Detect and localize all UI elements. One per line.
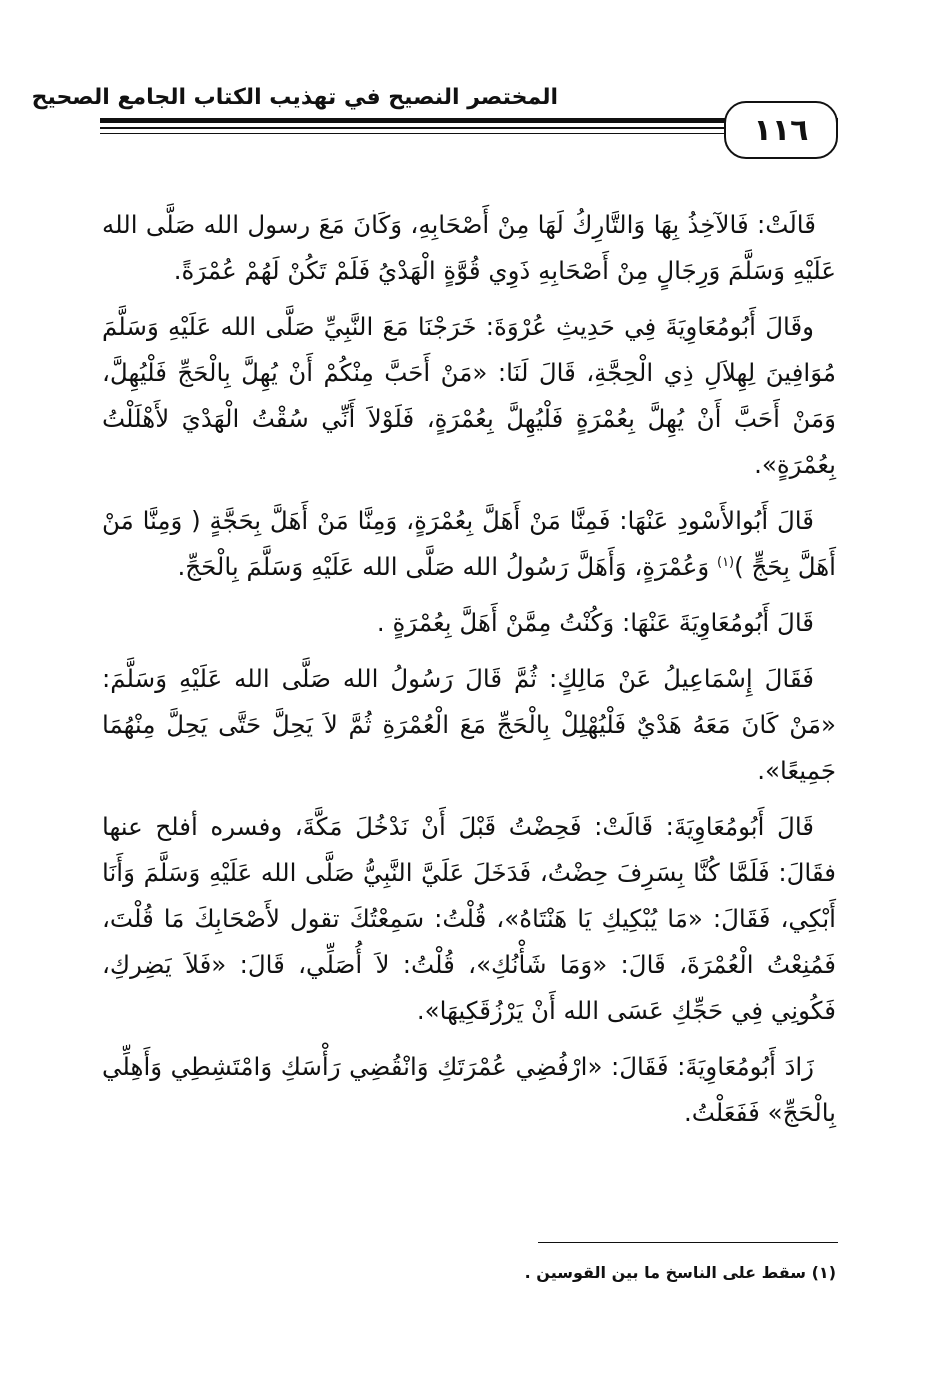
main-text (102, 202, 836, 1146)
footnote-marker: (١) (716, 554, 735, 570)
paragraph-3-text-before-note: قَالَ أَبُوالأَسْودِ عَنْهَا: فَمِنَّا مَنْ أَهَلَّ بِعُمْرَةٍ، وَمِنَّا مَنْ أَهَلَّ بِحَجَّةٍ ( وَمِنَّا مَنْ أَهَلَّ بِحَجٍّ ) (102, 506, 836, 581)
paragraph-3-text-after-note: وَعُمْرَةٍ، وَأَهَلَّ رَسُولُ الله صَلَّى الله عَلَيْهِ وَسَلَّمَ بِالْحَجِّ. (177, 552, 717, 581)
footnote-separator (538, 1242, 838, 1243)
paragraph-4: قَالَ أَبُومُعَاوِيَةَ عَنْهَا: وَكُنْتُ مِمَّنْ أَهَلَّ بِعُمْرَةٍ . (376, 608, 814, 637)
paragraph-3 (102, 498, 836, 590)
running-header-title: المختصر النصيح في تهذيب الكتاب الجامع الصحيح (31, 85, 558, 110)
paragraph-5: فَقَالَ إِسْمَاعِيلُ عَنْ مَالِكٍ: ثُمَّ قَالَ رَسُولُ الله صَلَّى الله عَلَيْهِ وَسَلَّمَ: «مَنْ كَانَ مَعَهُ هَدْيٌ فَلْيُهْلِلْ بِالْحَجِّ مَعَ الْعُمْرَةِ ثُمَّ لاَ يَحِلَّ حَتَّى يَحِلَّ مِنْهُمَا جَمِيعًا». (102, 664, 836, 785)
footnote: (١) سقط على الناسخ ما بين القوسين . (524, 1263, 836, 1282)
page-number: ١١٦ (753, 112, 809, 148)
paragraph-6: قَالَ أَبُومُعَاوِيَةَ: قَالَتْ: فَحِضْتُ قَبْلَ أَنْ نَدْخُلَ مَكَّةَ، وفسره أفلح عنها فقَالَ: فَلَمَّا كُنَّا بِسَرِفَ حِضْتُ، فَدَخَلَ عَلَيَّ النَّبِيُّ صَلَّى الله عَلَيْهِ وَسَلَّمَ وَأَنَا أَبْكِي، فَقَالَ: «مَا يُبْكِيكِ يَا هَنْتَاهُ»، قُلْتُ: سَمِعْتُكَ تقول لأَصْحَابِكَ مَا قُلْتَ، فَمُنِعْتُ الْعُمْرَةَ، قَالَ: «وَمَا شَأْنُكِ»، قُلْتُ: لاَ أُصَلِّي، قَالَ: «فَلاَ يَضِركِ، فَكُونِي فِي حَجِّكِ عَسَى الله أَنْ يَرْزُقَكِيهَا». (102, 812, 836, 1025)
page-number-box (724, 101, 838, 159)
paragraph-7: زَادَ أَبُومُعَاوِيَةَ: فَقَالَ: «ارْفُضِي عُمْرَتَكِ وَانْقُضِي رَأْسَكِ وَامْتَشِطِي وَأَهِلِّي بِالْحَجِّ» فَفَعَلْتُ. (102, 1052, 836, 1127)
paragraph-1: قَالَتْ: فَالآخِذُ بِهَا وَالتَّارِكُ لَهَا مِنْ أَصْحَابِهِ، وَكَانَ مَعَ رسول الله صَلَّى الله عَلَيْهِ وَسَلَّمَ وَرِجَالٍ مِنْ أَصْحَابِهِ ذَوِي قُوَّةٍ الْهَدْيُ فَلَمْ تَكُنْ لَهُمْ عُمْرَةً. (102, 210, 836, 285)
paragraph-2: وقَالَ أَبُومُعَاوِيَةَ فِي حَدِيثِ عُرْوَةَ: خَرَجْنَا مَعَ النَّبِيِّ صَلَّى الله عَلَيْهِ وَسَلَّمَ مُوَافِينَ لِهِلاَلِ ذِي الْحِجَّةِ، قَالَ لَنَا: «مَنْ أَحَبَّ مِنْكُمْ أَنْ يُهِلَّ بِالْحَجِّ فَلْيُهِلَّ، وَمَنْ أَحَبَّ أَنْ يُهِلَّ بِعُمْرَةٍ فَلْيُهِلَّ بِعُمْرَةٍ، فَلَوْلاَ أَنِّي سُقْتُ الْهَدْيَ لأَهْلَلْتُ بِعُمْرَةٍ». (102, 312, 836, 479)
